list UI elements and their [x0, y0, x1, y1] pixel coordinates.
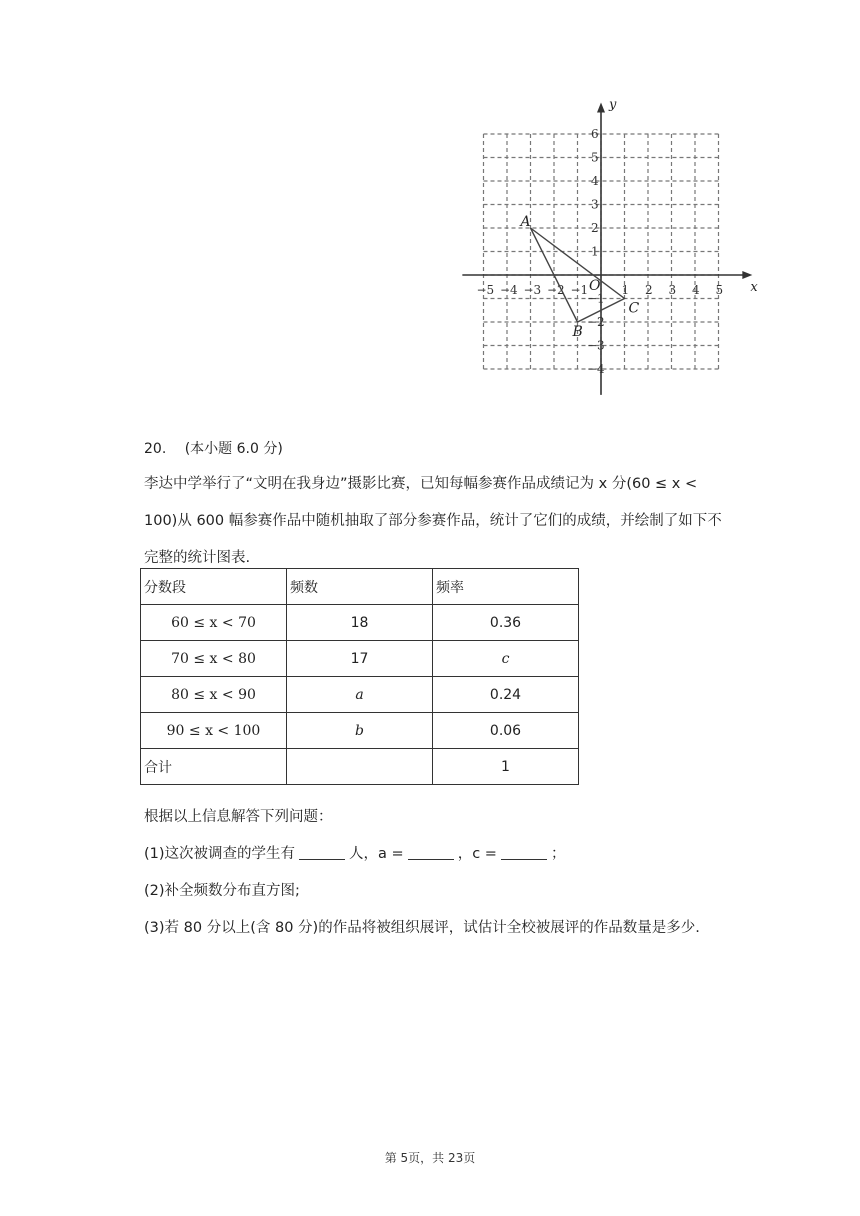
table-header-row: [141, 569, 579, 605]
answer-blank: [299, 845, 345, 860]
instructions: 根据以上信息解答下列问题：: [144, 809, 333, 825]
y-tick-label: 6: [591, 127, 599, 141]
y-tick-label: −1: [587, 291, 605, 306]
cell-total-label: 合计: [141, 749, 287, 785]
question-number: 20.: [144, 441, 167, 457]
x-tick-label: 2: [645, 283, 653, 297]
y-axis-arrow-icon: [597, 103, 605, 113]
coordinate-graph: [455, 100, 765, 400]
x-tick-label: 1: [621, 283, 630, 297]
question-score: (本小题 6.0 分): [184, 441, 283, 457]
sub-question-1-end: ；: [550, 846, 566, 862]
cell-count: a: [287, 677, 433, 713]
cell-frequency: 0.06: [433, 713, 579, 749]
table-row: [141, 641, 579, 677]
header-frequency: 频率: [433, 569, 579, 605]
point-label-a: A: [520, 214, 531, 230]
cell-frequency: 0.36: [433, 605, 579, 641]
cell-range: 70 ≤ x < 80: [141, 641, 287, 677]
cell-range: 60 ≤ x < 70: [141, 605, 287, 641]
cell-range: 90 ≤ x < 100: [141, 713, 287, 749]
cell-count: 18: [287, 605, 433, 641]
y-tick-label: 1: [591, 244, 599, 259]
cell-count: b: [287, 713, 433, 749]
header-count: 频数: [287, 569, 433, 605]
x-tick-label: −1: [570, 283, 589, 297]
x-axis-arrow-icon: [742, 271, 752, 279]
y-tick-label: −2: [587, 315, 605, 329]
x-tick-label: −2: [547, 283, 565, 297]
cell-frequency: c: [433, 641, 579, 677]
y-tick-label: −3: [587, 338, 605, 353]
y-tick-label: 4: [591, 174, 599, 188]
y-axis-label: y: [609, 100, 617, 113]
y-tick-label: 2: [591, 221, 599, 235]
x-tick-label: 3: [668, 283, 677, 297]
point-label-c: C: [628, 300, 640, 317]
cell-total-count: [287, 749, 433, 785]
answer-blank: [501, 845, 547, 860]
page-footer: 第 5页，共 23页: [384, 1151, 476, 1165]
cell-frequency: 0.24: [433, 677, 579, 713]
x-tick-label: −3: [523, 283, 542, 297]
x-tick-label: 5: [715, 283, 724, 297]
x-tick-label: 4: [692, 283, 700, 297]
header-score-range: 分数段: [141, 569, 287, 605]
frequency-table: [140, 568, 579, 785]
x-tick-label: −5: [476, 283, 495, 297]
table-row: [141, 677, 579, 713]
sub-question-1-a: 人，a =: [349, 846, 404, 862]
origin-label: O: [589, 278, 601, 294]
table-row: [141, 713, 579, 749]
cell-range: 80 ≤ x < 90: [141, 677, 287, 713]
table-row: [141, 605, 579, 641]
sub-questions: [144, 799, 734, 947]
point-label-b: B: [572, 324, 583, 340]
sub-question-1-c: ，c =: [457, 846, 497, 862]
answer-blank: [408, 845, 454, 860]
x-axis-label: x: [750, 280, 758, 295]
y-tick-label: 3: [591, 197, 599, 212]
y-tick-label: −4: [587, 362, 605, 376]
sub-question-2: (2)补全频数分布直方图;: [144, 883, 300, 899]
question-stem: 李达中学举行了“文明在我身边”摄影比赛，已知每幅参赛作品成绩记为 x 分(60 ≤ x < 100)从 600 幅参赛作品中随机抽取了部分参赛作品，统计了它们的成绩，并绘制了如下不完整的统计图表.: [144, 476, 722, 566]
question-header: [144, 438, 283, 458]
x-tick-label: −4: [500, 283, 518, 297]
sub-question-1-text: (1)这次被调查的学生有: [144, 846, 296, 862]
table-total-row: [141, 749, 579, 785]
sub-question-1: [144, 836, 734, 873]
cell-total-frequency: 1: [433, 749, 579, 785]
sub-question-3: (3)若 80 分以上(含 80 分)的作品将被组织展评，试估计全校被展评的作品数量是多少.: [144, 920, 700, 936]
cell-count: 17: [287, 641, 433, 677]
y-tick-label: 5: [591, 150, 599, 165]
coordinate-plane-svg: [455, 100, 765, 400]
